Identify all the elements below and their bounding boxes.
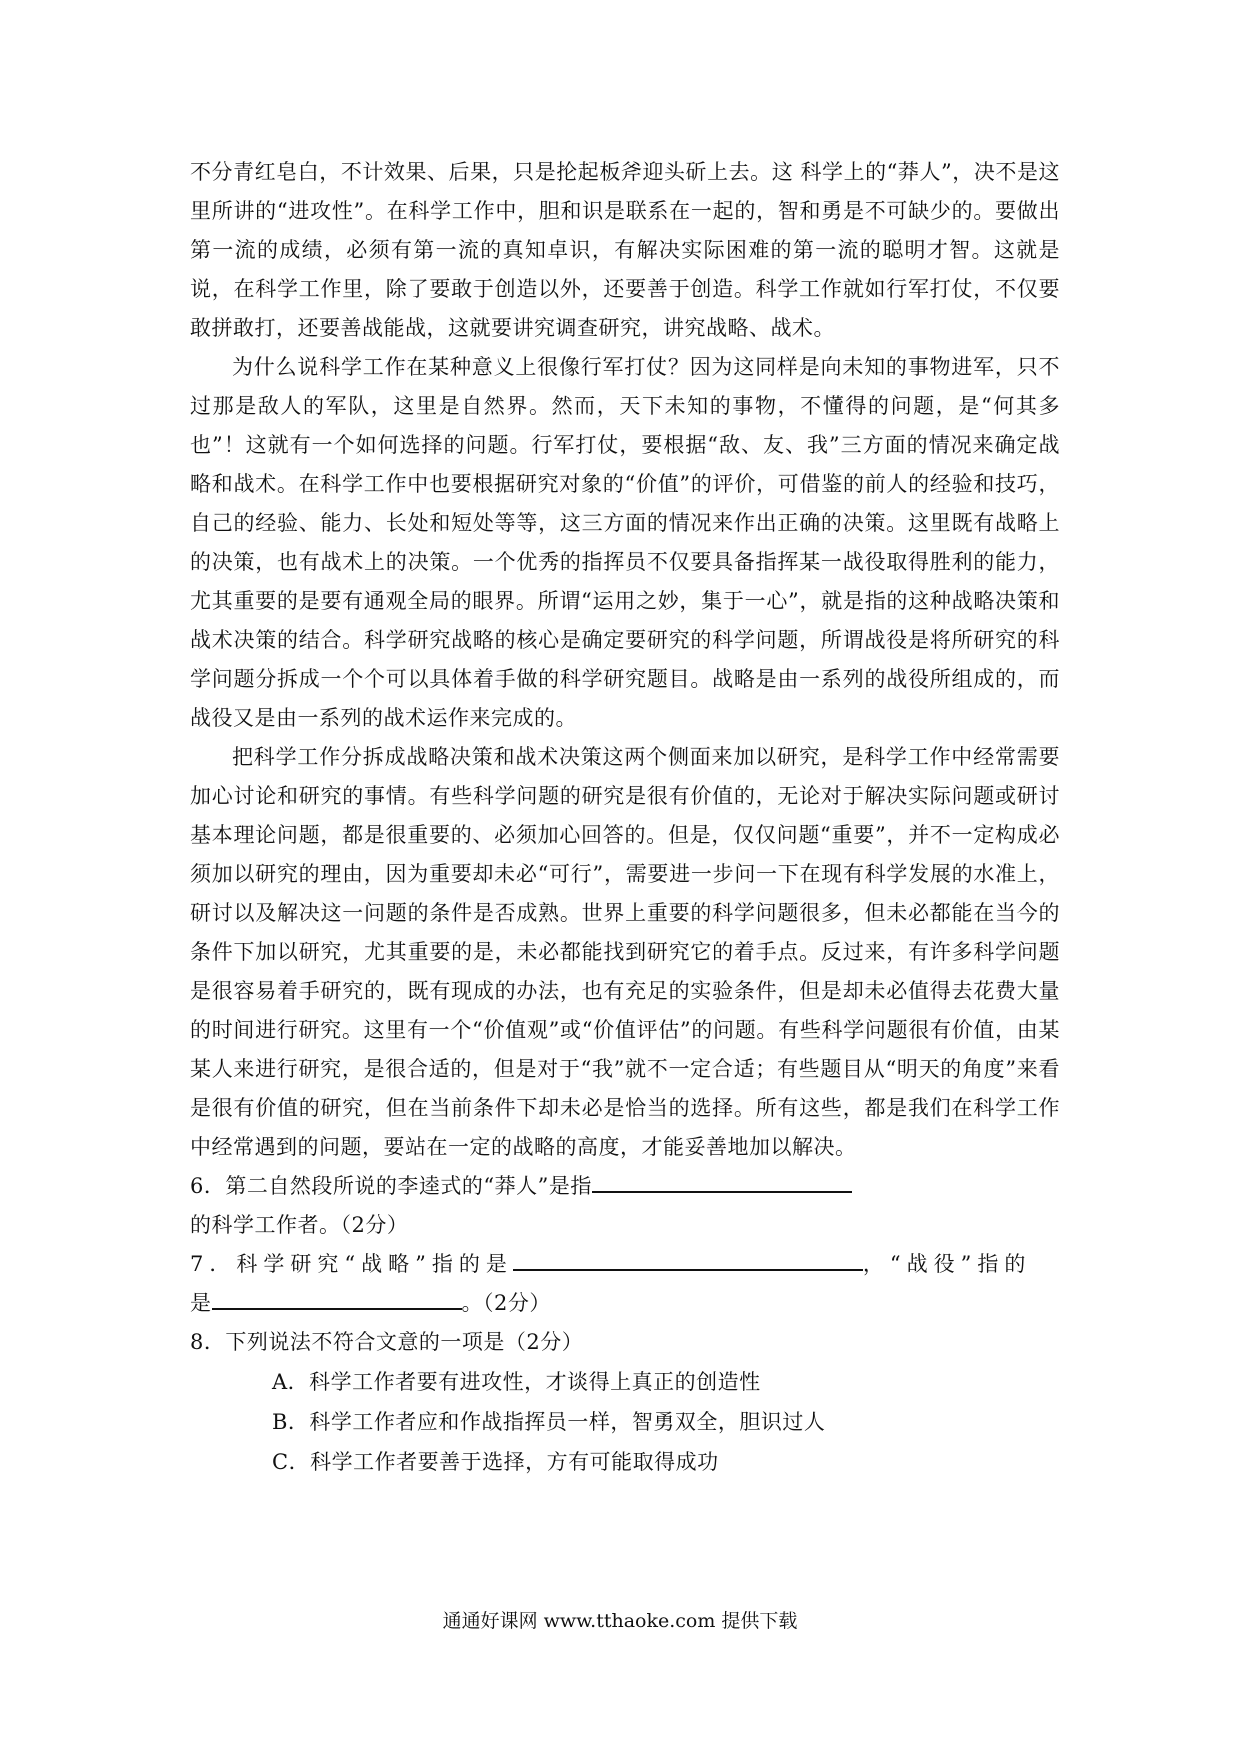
article-paragraph-3: 把科学工作分拆成战略决策和战术决策这两个侧面来加以研究，是科学工作中经常需要加心讨论和研究的事情。有些科学问题的研究是很有价值的，无论对于解决实际问题或研讨基本理论问题，都是很重要的、必须加心回答的。但是，仅仅问题“重要”，并不一定构成必须加以研究的理由，因为重要却未必“可行”，需要进一步问一下在现有科学发展的水准上，研讨以及解决这一问题的条件是否成熟。世界上重要的科学问题很多，但未必都能在当今的条件下加以研究，尤其重要的是，未必都能找到研究它的着手点。反过来，有许多科学问题是很容易着手研究的，既有现成的办法，也有充足的实验条件，但是却未必值得去花费大量的时间进行研究。这里有一个“价值观”或“价值评估”的问题。有些科学问题很有价值，由某某人来进行研究，是很合适的，但是对于“我”就不一定合适；有些题目从“明天的角度”来看是很有价值的研究，但在当前条件下却未必是恰当的选择。所有这些，都是我们在科学工作中经常遇到的问题，要站在一定的战略的高度，才能妥善地加以解决。 — [190, 745, 1060, 1159]
question-7-campaign-blank[interactable] — [212, 1284, 462, 1310]
article-paragraph-1: 不分青红皂白，不计效果、后果，只是抡起板斧迎头斫上去。这 科学上的“莽人”，决不是这里所讲的“进攻性”。在科学工作中，胆和识是联系在一起的，智和勇是不可缺少的。要做出第一流的成绩，必须有第一流的真知卓识，有解决实际困难的第一流的聪明才智。这就是说，在科学工作里，除了要敢于创造以外，还要善于创造。科学工作就如行军打仗，不仅要敢拼敢打，还要善战能战，这就要讲究调查研究，讲究战略、战术。 — [190, 160, 1060, 340]
question-8-options — [272, 1362, 1060, 1482]
question-7-strategy-blank[interactable] — [513, 1245, 863, 1271]
question-8-option-a[interactable]: A．科学工作者要有进攻性，才谈得上真正的创造性 — [272, 1370, 761, 1394]
question-6-answer-blank[interactable] — [592, 1167, 852, 1193]
article-paragraph-2: 为什么说科学工作在某种意义上很像行军打仗？因为这同样是向未知的事物进军，只不过那是敌人的军队，这里是自然界。然而，天下未知的事物，不懂得的问题，是“何其多也”！这就有一个如何选择的问题。行军打仗，要根据“敌、友、我”三方面的情况来确定战略和战术。在科学工作中也要根据研究对象的“价值”的评价，可借鉴的前人的经验和技巧，自己的经验、能力、长处和短处等等，这三方面的情况来作出正确的决策。这里既有战略上的决策，也有战术上的决策。一个优秀的指挥员不仅要具备指挥某一战役取得胜利的能力，尤其重要的是要有通观全局的眼界。所谓“运用之妙，集于一心”，就是指的这种战略决策和战术决策的结合。科学研究战略的核心是确定要研究的科学问题，所谓战役是将所研究的科学问题分拆成一个个可以具体着手做的科学研究题目。战略是由一系列的战役所组成的，而战役又是由一系列的战术运作来完成的。 — [190, 355, 1060, 730]
question-6-text-after: 的科学工作者。（2分） — [190, 1213, 409, 1237]
question-7-text-part1: 7．科学研究“战略”指的是 — [190, 1252, 513, 1276]
question-7-text-part2: ，“战役”指的 — [862, 1252, 1032, 1276]
question-6-text-before: 6．第二自然段所说的李逵式的“莽人”是指 — [190, 1174, 592, 1198]
question-8-stem: 8．下列说法不符合文意的一项是（2分） — [190, 1330, 584, 1354]
footer-download-note: 通通好课网 www.tthaoke.com 提供下载 — [442, 1610, 798, 1632]
question-8-option-b[interactable]: B．科学工作者应和作战指挥员一样，智勇双全，胆识过人 — [272, 1410, 826, 1434]
question-8-option-c[interactable]: C．科学工作者要善于选择，方有可能取得成功 — [272, 1450, 719, 1474]
question-6 — [190, 1167, 1060, 1245]
question-7-text-part4: 。（2分） — [461, 1291, 551, 1315]
question-7-text-part3: 是 — [190, 1291, 212, 1315]
page-content — [190, 153, 1060, 1482]
question-7 — [190, 1245, 1060, 1323]
